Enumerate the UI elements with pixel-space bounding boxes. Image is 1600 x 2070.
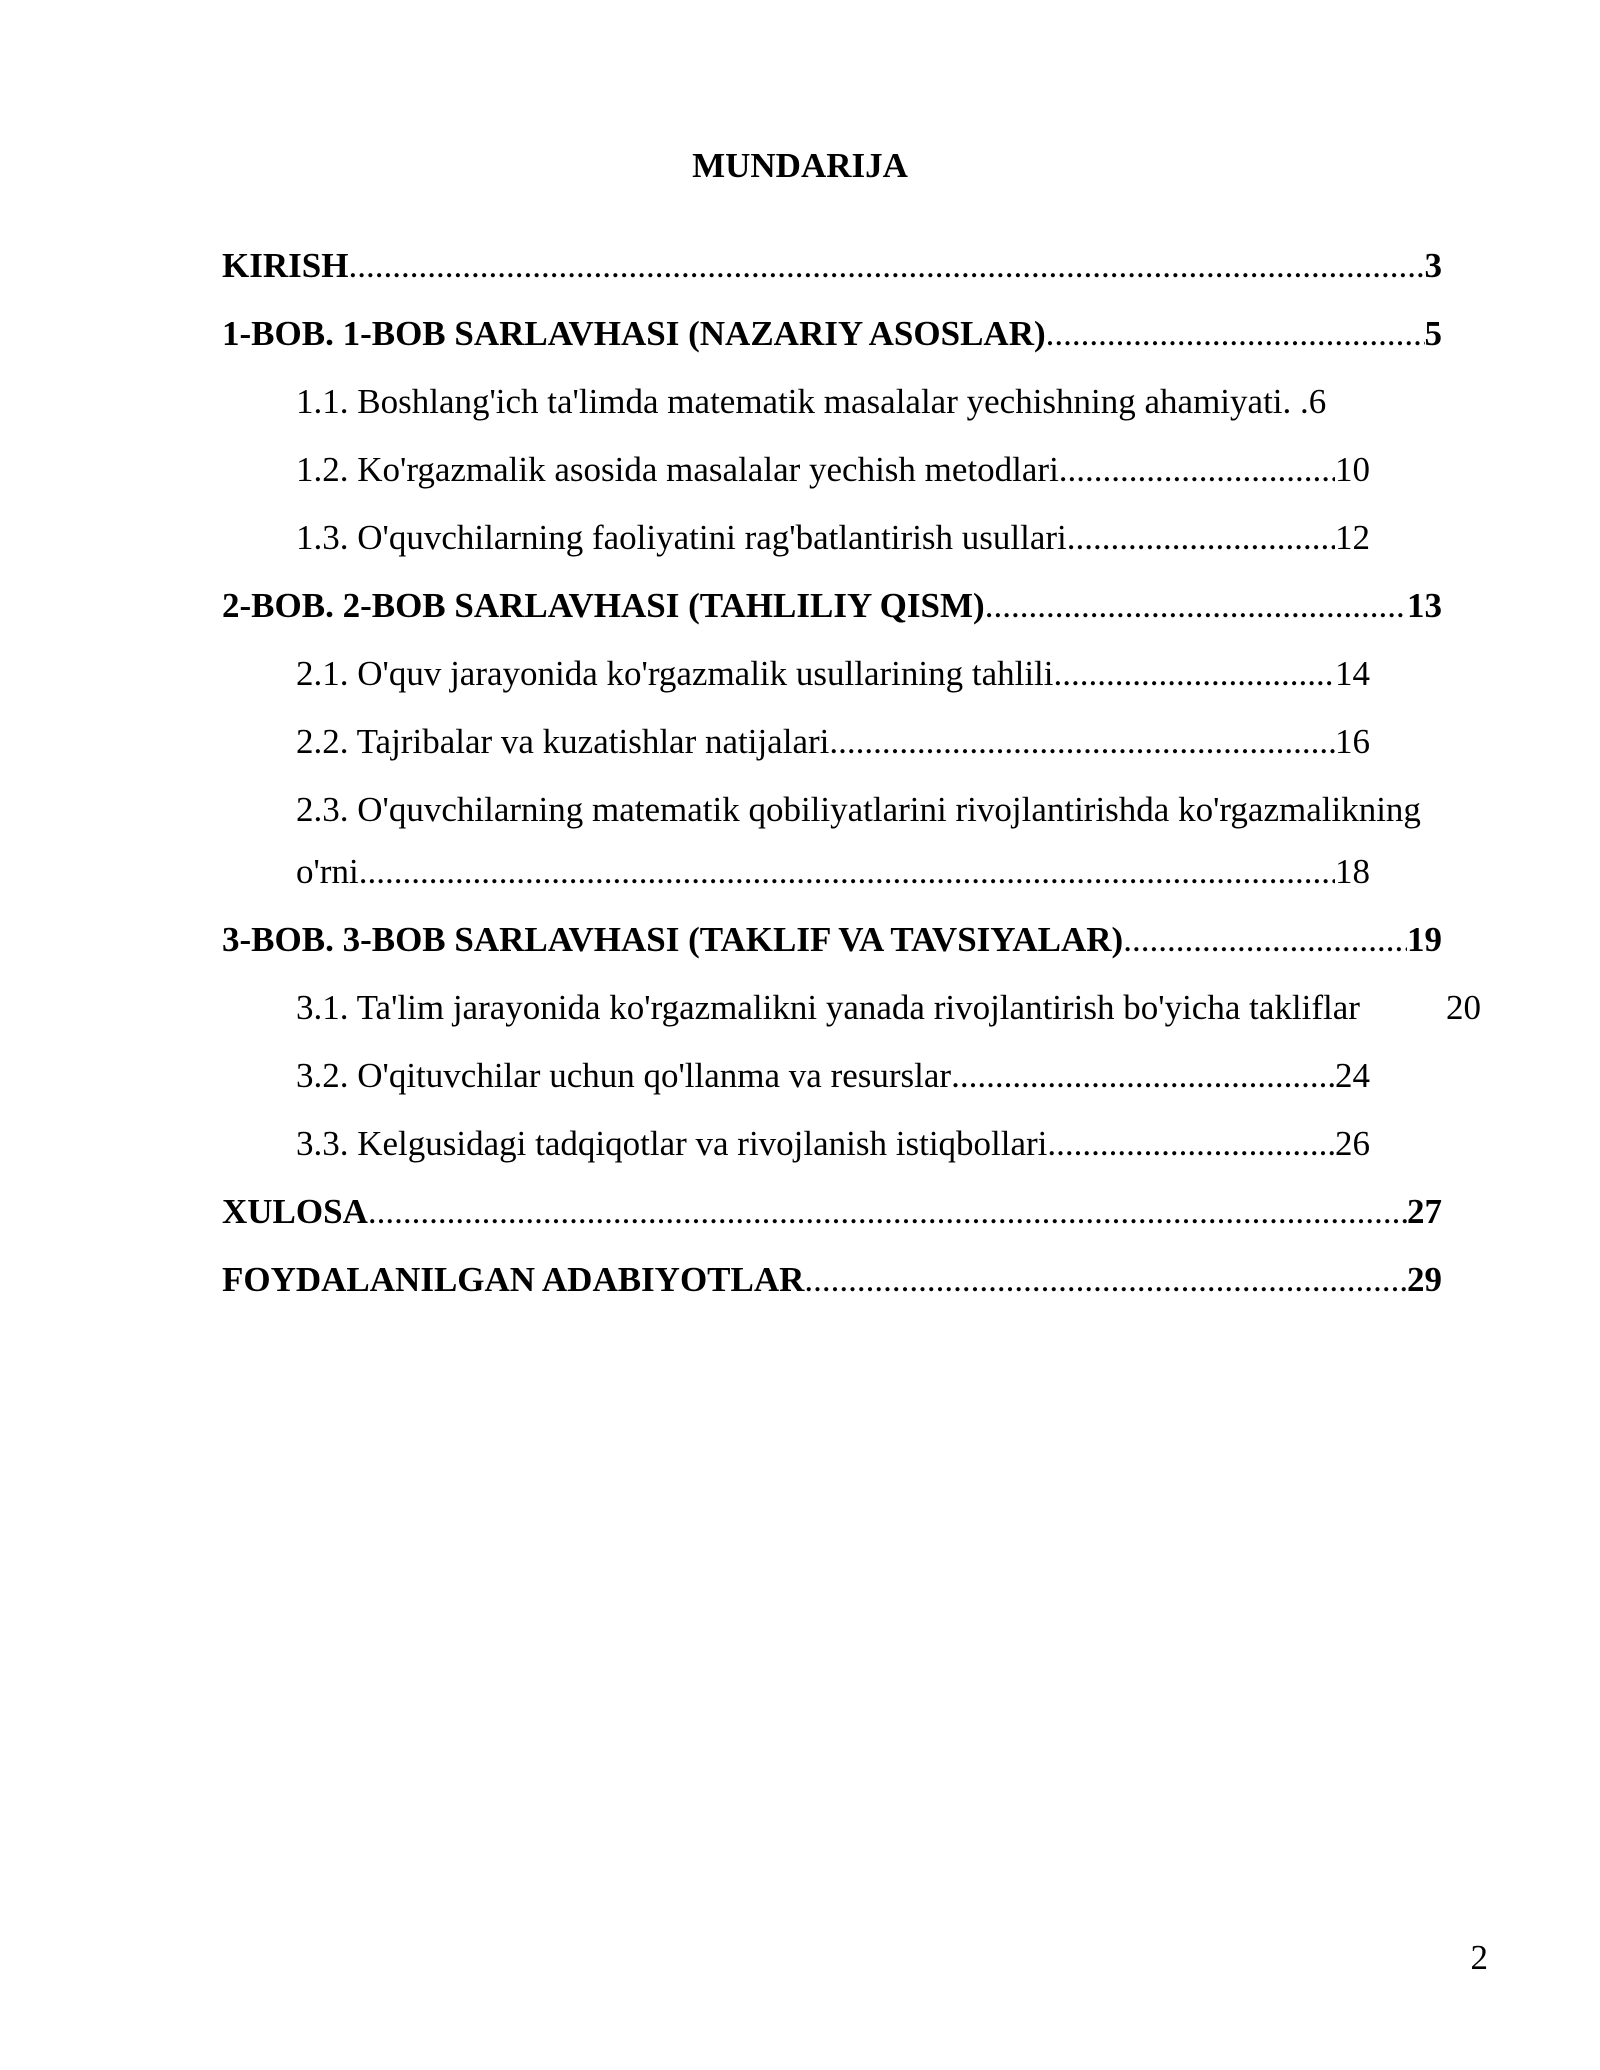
toc-page-number: 24 — [1335, 1056, 1370, 1095]
page-number: 2 — [1470, 1938, 1488, 1977]
dot-leader — [1046, 314, 1425, 354]
toc-entry-chapter-1[interactable] — [222, 314, 1442, 354]
dot-leader — [804, 1260, 1407, 1300]
toc-entry-label: 2-BOB. 2-BOB SARLAVHASI (TAHLILIY QISM) — [222, 586, 985, 625]
toc-entry-chapter-3[interactable] — [222, 920, 1442, 960]
dot-leader — [1054, 654, 1335, 694]
page-title: MUNDARIJA — [692, 146, 908, 185]
toc-entry-chapter-2[interactable] — [222, 586, 1442, 626]
toc-entry-section-3-1[interactable] — [296, 988, 1481, 1028]
dot-leader — [359, 852, 1335, 892]
dot-leader — [1059, 450, 1335, 490]
dot-leader — [348, 246, 1424, 286]
toc-entry-label: 3.3. Kelgusidagi tadqiqotlar va rivojlanish istiqbollari — [296, 1124, 1048, 1163]
dot-leader — [368, 1192, 1407, 1232]
toc-entry-label: 3.2. O'qituvchilar uchun qo'llanma va resurslar — [296, 1056, 952, 1095]
toc-page-number: 13 — [1407, 586, 1442, 625]
toc-entry-label: 1-BOB. 1-BOB SARLAVHASI (NAZARIY ASOSLAR) — [222, 314, 1046, 353]
toc-entry-section-2-3[interactable] — [296, 852, 1370, 892]
toc-entry-xulosa[interactable] — [222, 1192, 1442, 1232]
toc-entry-label: 3-BOB. 3-BOB SARLAVHASI (TAKLIF VA TAVSIYALAR) — [222, 920, 1124, 959]
toc-page-number: 18 — [1335, 852, 1370, 891]
toc-entry-section-2-3-line1[interactable]: 2.3. O'quvchilarning matematik qobiliyatlarini rivojlantirishda ko'rgazmalikning — [296, 790, 1421, 829]
toc-page-number: 5 — [1424, 314, 1442, 353]
toc-entry-label: 1.3. O'quvchilarning faoliyatini rag'batlantirish usullari — [296, 518, 1067, 557]
toc-entry-adabiyotlar[interactable] — [222, 1260, 1442, 1300]
dot-leader — [1123, 920, 1407, 960]
toc-page-number: 16 — [1335, 722, 1370, 761]
toc-page-number: 19 — [1407, 920, 1442, 959]
toc-entry-section-3-2[interactable] — [296, 1056, 1370, 1096]
dot-leader — [985, 586, 1407, 626]
toc-page-number: 26 — [1335, 1124, 1370, 1163]
toc-entry-section-1-1[interactable] — [296, 382, 1370, 422]
toc-entry-kirish[interactable] — [222, 246, 1442, 286]
toc-entry-label: 1.1. Boshlang'ich ta'limda matematik masalalar yechishning ahamiyati. . — [296, 382, 1309, 421]
toc-page-number: 12 — [1335, 518, 1370, 557]
toc-page-number: 14 — [1335, 654, 1370, 693]
toc-page-number: 27 — [1407, 1192, 1442, 1231]
toc-entry-section-1-3[interactable] — [296, 518, 1370, 558]
toc-entry-label: 3.1. Ta'lim jarayonida ko'rgazmalikni yanada rivojlantirish bo'yicha takliflar — [296, 988, 1360, 1027]
toc-entry-label: XULOSA — [222, 1192, 368, 1231]
toc-page-number: 6 — [1308, 382, 1327, 421]
toc-entry-label: 1.2. Ko'rgazmalik asosida masalalar yechish metodlari — [296, 450, 1059, 489]
toc-entry-section-3-3[interactable] — [296, 1124, 1370, 1164]
toc-page-number: 10 — [1335, 450, 1370, 489]
dot-leader — [1067, 518, 1335, 558]
toc-entry-label: FOYDALANILGAN ADABIYOTLAR — [222, 1260, 805, 1299]
toc-entry-label: 2.2. Tajribalar va kuzatishlar natijalari — [296, 722, 830, 761]
toc-entry-section-2-1[interactable] — [296, 654, 1370, 694]
toc-entry-section-1-2[interactable] — [296, 450, 1370, 490]
dot-leader — [951, 1056, 1335, 1096]
toc-page-number: 3 — [1424, 246, 1442, 285]
toc-page-number: 29 — [1407, 1260, 1442, 1299]
toc-page-number: 20 — [1446, 988, 1481, 1027]
toc-entry-label: KIRISH — [222, 246, 349, 285]
toc-entry-label: 2.1. O'quv jarayonida ko'rgazmalik usullarining tahlili — [296, 654, 1054, 693]
toc-entry-section-2-2[interactable] — [296, 722, 1370, 762]
toc-entry-label: o'rni — [296, 852, 359, 891]
dot-leader — [829, 722, 1335, 762]
dot-leader — [1047, 1124, 1335, 1164]
